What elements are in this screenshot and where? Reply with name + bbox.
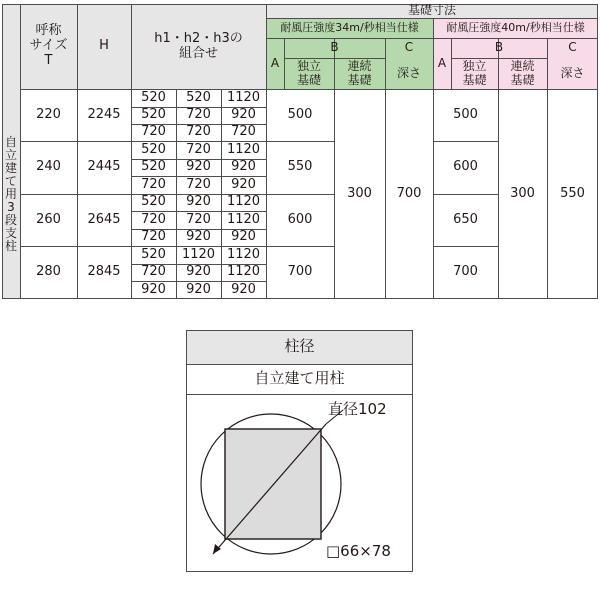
combo-cell: 520 <box>141 89 166 105</box>
diagram-title: 柱径 <box>284 337 315 356</box>
c40-depth-value: 550 <box>560 185 585 201</box>
combo-cell: 720 <box>141 124 166 140</box>
combo-cell: 1120 <box>226 246 261 262</box>
combo-cell: 720 <box>141 229 166 245</box>
combo-cell: 920 <box>186 194 211 210</box>
combo-cell: 920 <box>231 107 256 123</box>
h-value: 2245 <box>87 106 121 122</box>
combo-cell: 1120 <box>226 211 261 227</box>
combo-cell: 920 <box>186 229 211 245</box>
a40-header: A <box>437 55 447 70</box>
combo-cell: 1120 <box>226 194 261 210</box>
h-value: 2845 <box>87 264 121 280</box>
a40-value: 700 <box>453 264 478 280</box>
depth34-header: 深さ <box>396 65 421 80</box>
b34-continuous-value: 300 <box>347 185 372 201</box>
c34-depth-value: 700 <box>396 185 422 201</box>
combo-cell: 520 <box>186 89 211 105</box>
combo-cell: 720 <box>231 124 256 140</box>
combo-cell: 520 <box>141 246 166 262</box>
combo-cell: 720 <box>186 176 211 192</box>
t-value: 240 <box>36 159 61 175</box>
a40-value: 650 <box>453 211 478 227</box>
combo-cell: 520 <box>141 159 166 175</box>
combo-cell: 1120 <box>226 89 261 105</box>
h-header: H <box>99 38 109 54</box>
h-value: 2445 <box>87 159 121 175</box>
b40-continuous-value: 300 <box>510 185 535 201</box>
section-size-label: □66×78 <box>326 542 391 560</box>
combo-cell: 720 <box>141 211 166 227</box>
depth40-header: 深さ <box>560 65 585 80</box>
combo-cell: 520 <box>141 194 166 210</box>
wind40-header: 耐風圧強度40m/秒相当仕様 <box>446 20 585 34</box>
c40-header: C <box>568 40 577 55</box>
combo-cell: 1120 <box>226 141 261 157</box>
c34-header: C <box>404 40 414 55</box>
combo-cell: 1120 <box>226 264 261 280</box>
combo-cell: 720 <box>186 107 211 123</box>
combo-cell: 720 <box>186 141 211 157</box>
combo-cell: 520 <box>141 107 166 123</box>
combo-cell: 920 <box>231 281 256 297</box>
combo-cell: 920 <box>186 159 211 175</box>
combo-cell: 1120 <box>181 246 216 262</box>
combo-cell: 520 <box>141 141 166 157</box>
combo-cell: 920 <box>186 264 211 280</box>
independent34-header: 独立 基礎 <box>296 58 321 87</box>
combo-cell: 720 <box>186 124 211 140</box>
combo-cell: 720 <box>141 176 166 192</box>
combo-cell: 920 <box>231 229 256 245</box>
combo-cell: 720 <box>141 264 166 280</box>
a40-value: 600 <box>453 159 478 175</box>
t-value: 260 <box>36 211 61 227</box>
b40-header: B <box>494 40 504 55</box>
a40-value: 500 <box>453 106 478 122</box>
foundation-dims-header: 基礎寸法 <box>407 3 456 18</box>
combo-cell: 920 <box>231 176 256 192</box>
post-diameter-diagram <box>186 330 413 572</box>
b34-header: B <box>330 40 339 55</box>
wind34-header: 耐風圧強度34m/秒相当仕様 <box>280 20 419 34</box>
combo-cell: 920 <box>141 281 166 297</box>
combo-cell: 920 <box>231 159 256 175</box>
diagram-subtitle: 自立建て用柱 <box>254 369 345 388</box>
independent40-header: 独立 基礎 <box>462 58 487 87</box>
diameter-label: 直径102 <box>328 400 387 418</box>
combo-header: h1・h2・h3の 組合せ <box>154 30 243 61</box>
continuous34-header: 連続 基礎 <box>347 58 372 87</box>
continuous40-header: 連続 基礎 <box>510 58 535 87</box>
t-value: 280 <box>36 264 61 280</box>
a34-value: 700 <box>287 264 313 280</box>
a34-value: 550 <box>287 159 313 175</box>
t-value: 220 <box>36 106 61 122</box>
h-value: 2645 <box>87 211 121 227</box>
combo-cell: 920 <box>186 281 211 297</box>
a34-value: 500 <box>287 106 313 122</box>
nominal-size-header: 呼称 サイズ T <box>29 23 68 68</box>
a34-value: 600 <box>287 211 313 227</box>
combo-cell: 720 <box>186 211 211 227</box>
a34-header: A <box>270 55 280 70</box>
side-label: 自 立 建 て 用 3 段 支 柱 <box>4 134 17 253</box>
